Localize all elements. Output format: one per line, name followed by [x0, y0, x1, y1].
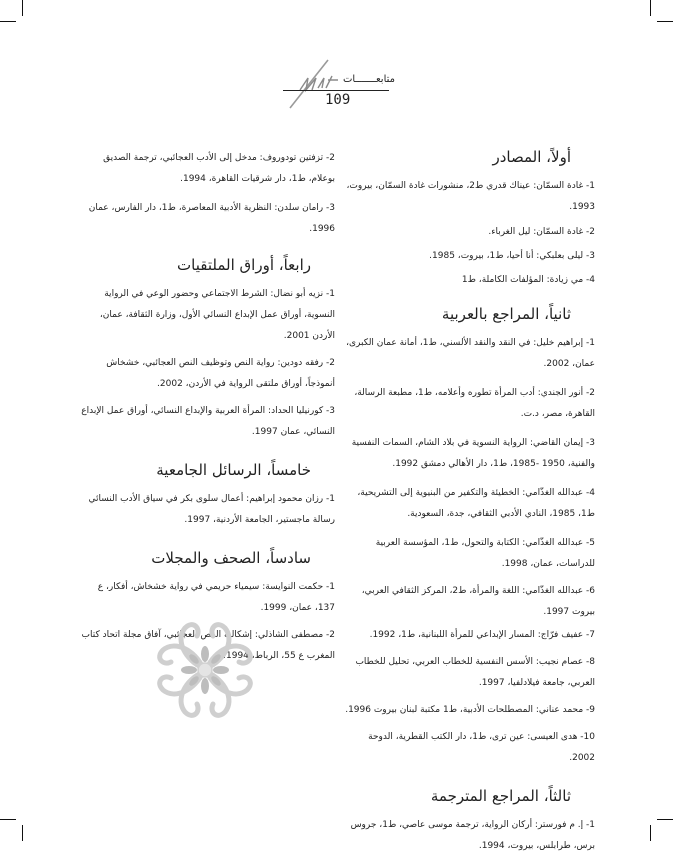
left-column [78, 148, 335, 667]
crop-mark-bottom-left-v [22, 825, 23, 841]
reference-entry: 3- كورنيليا الحداد: المرأة العربية والإبداع النسائي، أوراق عمل الإبداع النسائي، عمان 1997. [81, 406, 335, 437]
crop-mark-bottom-right-v [650, 825, 651, 841]
running-title: متابعـــــــات [343, 74, 395, 85]
reference-entry: 7- عفيف فرّاج: المسار الإبداعي للمرأة اللبنانية، ط1، 1992. [369, 630, 595, 640]
section-heading-university-theses: خامساً، الرسائل الجامعية [156, 461, 311, 479]
reference-entry: 2- تزفتين تودوروف: مدخل إلى الأدب العجائبي، ترجمة الصديق بوعلام، ط1، دار شرقيات القاهرة، 1994. [103, 153, 335, 184]
reference-entry: 1- إبراهيم خليل: في النقد والنقد الألسني، ط1، أمانة عمان الكبرى، عمان، 2002. [346, 338, 595, 369]
reference-entry: 4- عبدالله الغذّامي: الخطيئة والتكفير من البنيوية إلى التشريحية، ط1، 1985، النادي الأدبي الثقافي، جدة، السعودية. [357, 488, 595, 519]
reference-entry: 10- هدى العيسى: عين ترى، ط1، دار الكتب القطرية، الدوحة 2002. [368, 732, 595, 763]
crop-mark-bottom-left-h [0, 819, 16, 820]
reference-entry: 6- عبدالله الغذّامي: اللغة والمرأة، ط2، المركز الثقافي العربي، بيروت 1997. [361, 586, 595, 617]
header-rule [283, 90, 389, 91]
reference-entry: 8- عصام نجيب: الأسس النفسية للخطاب العربي، تحليل للخطاب العربي، جامعة فيلادلفيا، 1997. [355, 657, 595, 688]
reference-entry: 1- نزيه أبو نضال: الشرط الاجتماعي وحضور الوعي في الرواية النسوية، أوراق عمل الإبداع النسائي الأول، وزارة الثقافة، عمان، الأردن 2001. [99, 289, 335, 341]
section-heading-arabic-references: ثانياً، المراجع بالعربية [441, 305, 571, 323]
reference-entry: 9- محمد عناني: المصطلحات الأدبية، ط1 مكتبة لبنان بيروت 1996. [345, 705, 595, 715]
reference-entry: 5- عبدالله الغذّامي: الكتابة والتحول، ط1، المؤسسة العربية للدراسات، عمان، 1998. [375, 538, 595, 569]
crop-mark-top-right-h [657, 21, 673, 22]
crop-mark-top-left-v [22, 0, 23, 16]
floral-ornament-icon [145, 610, 265, 730]
right-column [345, 148, 595, 857]
section-heading-translated-references: ثالثاً، المراجع المترجمة [430, 787, 571, 805]
reference-entry: 2- مصطفى الشاذلي: إشكالية القص العجائبي، آفاق مجلة اتحاد كتاب المغرب ع 55، الرباط، 1994. [81, 630, 335, 661]
reference-entry: 2- رفقه دودين: رواية النص وتوظيف النص العجائبي، خشخاش أنموذجاً، أوراق ملتقى الرواية في الأردن، 2002. [106, 358, 335, 389]
crop-mark-top-right-v [650, 0, 651, 16]
crop-mark-bottom-right-h [657, 819, 673, 820]
reference-entry: 2- غادة السمّان: ليل الغرباء. [488, 227, 595, 237]
reference-entry: 1- إ. م فورستر: أركان الرواية، ترجمة موسى عاصي، ط1، جروس برس، طرابلس، بيروت، 1994. [350, 820, 595, 851]
reference-entry: 1- غادة السمّان: عيناك قدري ط2، منشورات غادة السمّان، بيروت، 1993. [346, 181, 595, 212]
reference-entry: 3- إيمان القاضي: الرواية النسوية في بلاد الشام، السمات النفسية والفنية، 1950 -1985، ط1، دار الأهالي دمشق 1992. [351, 438, 595, 469]
page-number: 109 [325, 92, 351, 108]
reference-entry: 1- حكمت النوايسة: سيمياء حريمي في رواية خشخاش، أفكار، ع 137، عمان، 1999. [97, 582, 335, 613]
reference-entry: 4- مي زيادة: المؤلفات الكاملة، ط1 [461, 275, 595, 285]
reference-entry: 3- رامان سلدن: النظرية الأدبية المعاصرة، ط1، دار الفارس، عمان 1996. [88, 203, 335, 234]
reference-entry: 2- أنور الجندي: أدب المرأة تطوره وأعلامه، ط1، مطبعة الرسالة، القاهرة، مصر، د.ت. [354, 388, 595, 419]
section-heading-conference-papers: رابعاً، أوراق الملتقيات [177, 256, 311, 274]
reference-entry: 1- رزان محمود إبراهيم: أعمال سلوى بكر في سياق الأدب النسائي رسالة ماجستير، الجامعة الأردنية، 1997. [88, 494, 335, 525]
section-heading-newspapers-magazines: سادساً، الصحف والمجلات [151, 549, 311, 567]
reference-entry: 3- ليلى بعلبكي: أنا أحيا، ط1، بيروت، 1985. [429, 251, 595, 261]
crop-mark-top-left-h [0, 21, 16, 22]
page-header [270, 58, 410, 110]
section-heading-sources: أولاً، المصادر [492, 148, 571, 166]
